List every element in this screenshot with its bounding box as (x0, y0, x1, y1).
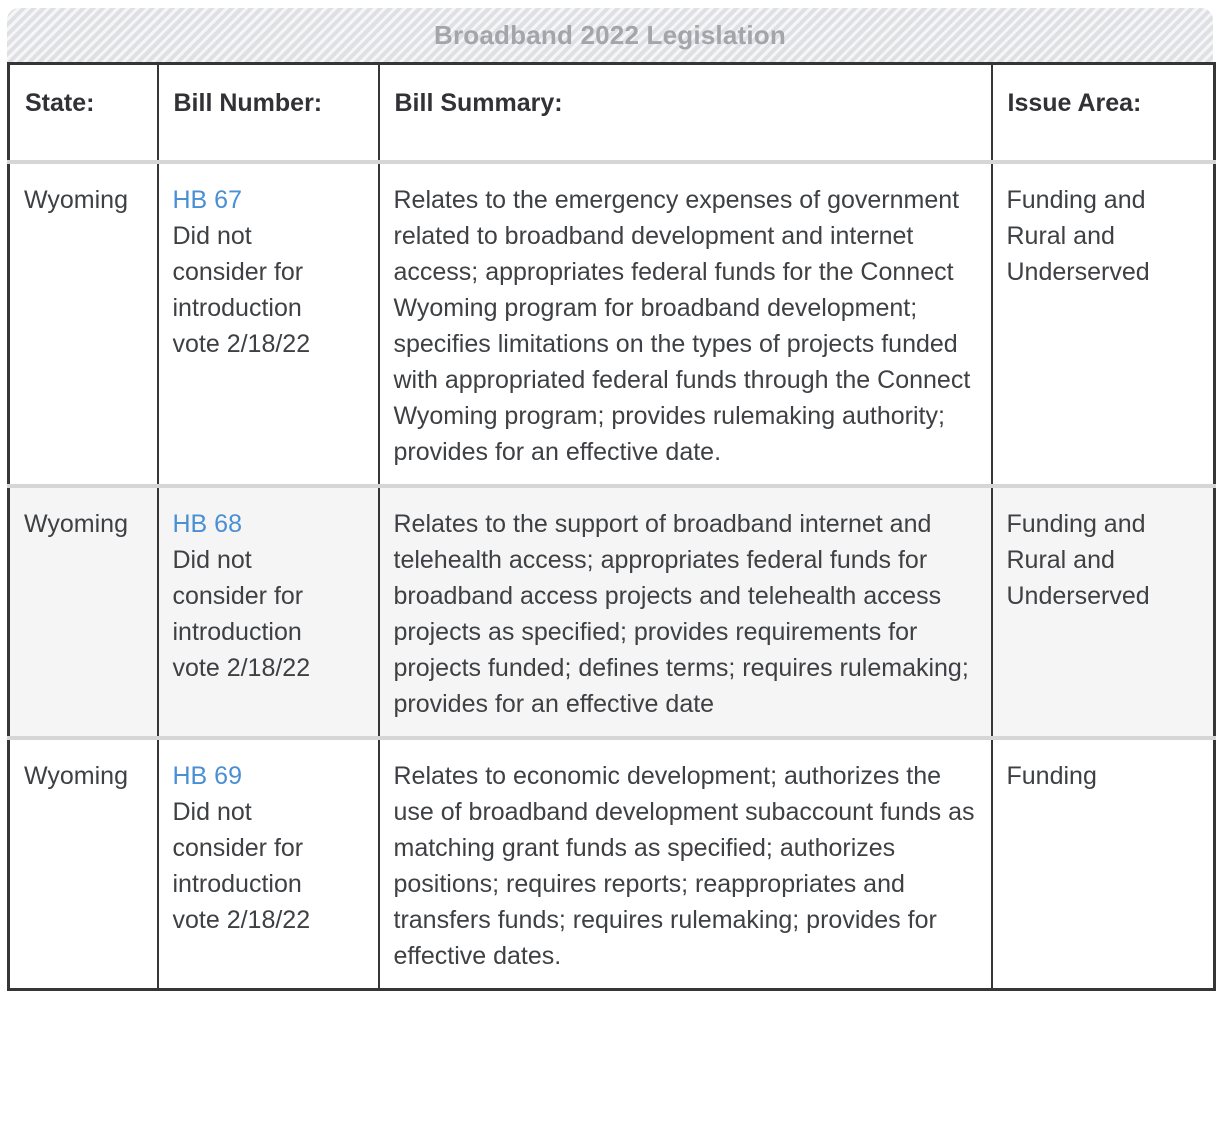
bill-summary-cell: Relates to the support of broadband internet and telehealth access; appropriates federal funds for broadband access projects and telehealth access projects as specified; provides requirements for projects funded; defines terms; requires rulemaking; provides for an effective date (379, 486, 992, 738)
column-header-issue-area: Issue Area: (992, 64, 1215, 162)
state-cell: Wyoming (9, 738, 158, 990)
column-header-bill-summary: Bill Summary: (379, 64, 992, 162)
bill-link[interactable]: HB 69 (172, 761, 242, 790)
bill-number-cell (158, 162, 379, 486)
table-caption-bar (7, 8, 1213, 62)
state-cell: Wyoming (9, 486, 158, 738)
bill-link[interactable]: HB 67 (172, 185, 242, 214)
issue-area-cell: Funding and Rural and Underserved (992, 162, 1215, 486)
table-row (9, 738, 1215, 990)
bill-status: Did not consider for introduction vote 2/18/22 (172, 797, 311, 934)
table-title: Broadband 2022 Legislation (434, 19, 786, 50)
bill-summary-cell: Relates to economic development; authorizes the use of broadband development subaccount funds as matching grant funds as specified; authorizes positions; requires reports; reappropriates and transfers funds; requires rulemaking; provides for effective dates. (379, 738, 992, 990)
column-header-bill-number: Bill Number: (158, 64, 379, 162)
legislation-table (7, 62, 1216, 991)
column-header-state: State: (9, 64, 158, 162)
bill-status: Did not consider for introduction vote 2/18/22 (172, 221, 311, 358)
bill-number-cell (158, 486, 379, 738)
bill-status: Did not consider for introduction vote 2/18/22 (172, 545, 311, 682)
table-row (9, 486, 1215, 738)
bill-link[interactable]: HB 68 (172, 509, 242, 538)
bill-number-cell (158, 738, 379, 990)
table-row (9, 162, 1215, 486)
state-cell: Wyoming (9, 162, 158, 486)
bill-summary-cell: Relates to the emergency expenses of government related to broadband development and internet access; appropriates federal funds for the Connect Wyoming program for broadband development; specifies limitations on the types of projects funded with appropriated federal funds through the Connect Wyoming program; provides rulemaking authority; provides for an effective date. (379, 162, 992, 486)
header-row (9, 64, 1215, 162)
issue-area-cell: Funding and Rural and Underserved (992, 486, 1215, 738)
issue-area-cell: Funding (992, 738, 1215, 990)
